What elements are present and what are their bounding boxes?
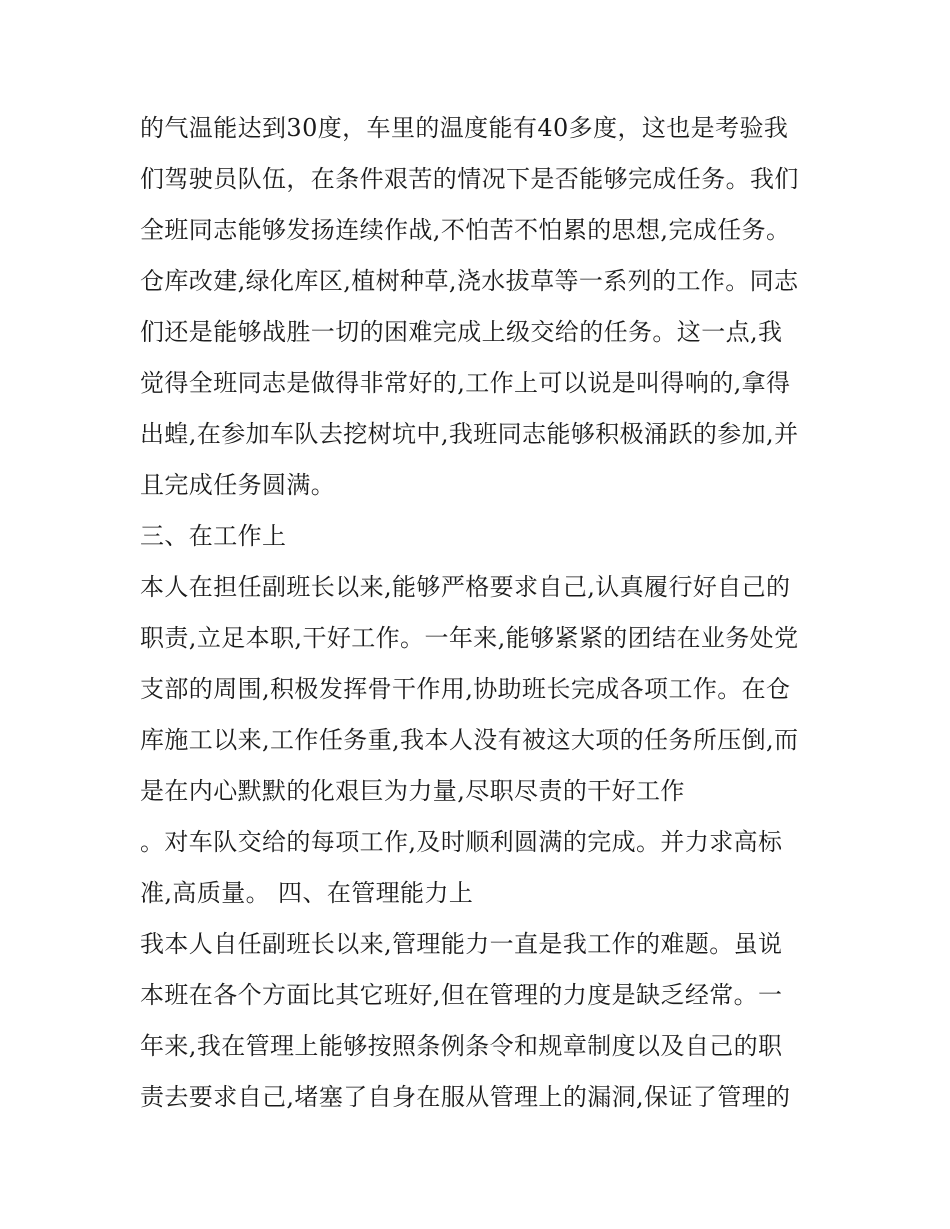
text-line-14: 是在内心默默的化艰巨为力量,尽职尽责的干好工作 (140, 777, 685, 805)
section-heading-3: 三、在工作上 (140, 522, 287, 550)
text-line-3: 全班同志能够发扬连续作战,不怕苦不怕累的思想,完成任务。 (140, 216, 791, 244)
text-line-2: 们驾驶员队伍，在条件艰苦的情况下是否能够完成任务。我们 (140, 165, 799, 193)
text-line-5: 们还是能够战胜一切的困难完成上级交给的任务。这一点,我 (140, 318, 783, 346)
text-line-13: 库施工以来,工作任务重,我本人没有被这大项的任务所压倒,而 (140, 726, 799, 754)
text-line-16: 准,高质量。 四、在管理能力上 (140, 879, 474, 907)
text-line-1: 的气温能达到30度，车里的温度能有40多度，这也是考验我 (140, 114, 789, 142)
text-line-18: 本班在各个方面比其它班好,但在管理的力度是缺乏经常。一 (140, 981, 783, 1009)
text-line-20: 责去要求自己,堵塞了自身在服从管理上的漏洞,保证了管理的 (140, 1083, 791, 1111)
text-line-8: 且完成任务圆满。 (140, 471, 336, 499)
text-line-4: 仓库改建,绿化库区,植树种草,浇水拔草等一系列的工作。同志 (140, 267, 799, 295)
text-line-7: 出蝗,在参加车队去挖树坑中,我班同志能够积极涌跃的参加,并 (140, 420, 799, 448)
text-line-10: 本人在担任副班长以来,能够严格要求自己,认真履行好自己的 (140, 573, 791, 601)
text-line-15: 。对车队交给的每项工作,及时顺利圆满的完成。并力求高标 (140, 828, 783, 856)
text-line-19: 年来,我在管理上能够按照条例条令和规章制度以及自己的职 (140, 1032, 783, 1060)
text-line-12: 支部的周围,积极发挥骨干作用,协助班长完成各项工作。在仓 (140, 675, 791, 703)
text-line-6: 觉得全班同志是做得非常好的,工作上可以说是叫得响的,拿得 (140, 369, 791, 397)
text-line-17: 我本人自任副班长以来,管理能力一直是我工作的难题。虽说 (140, 930, 783, 958)
body-text (140, 103, 830, 1123)
text-line-11: 职责,立足本职,干好工作。一年来,能够紧紧的团结在业务处党 (140, 624, 799, 652)
